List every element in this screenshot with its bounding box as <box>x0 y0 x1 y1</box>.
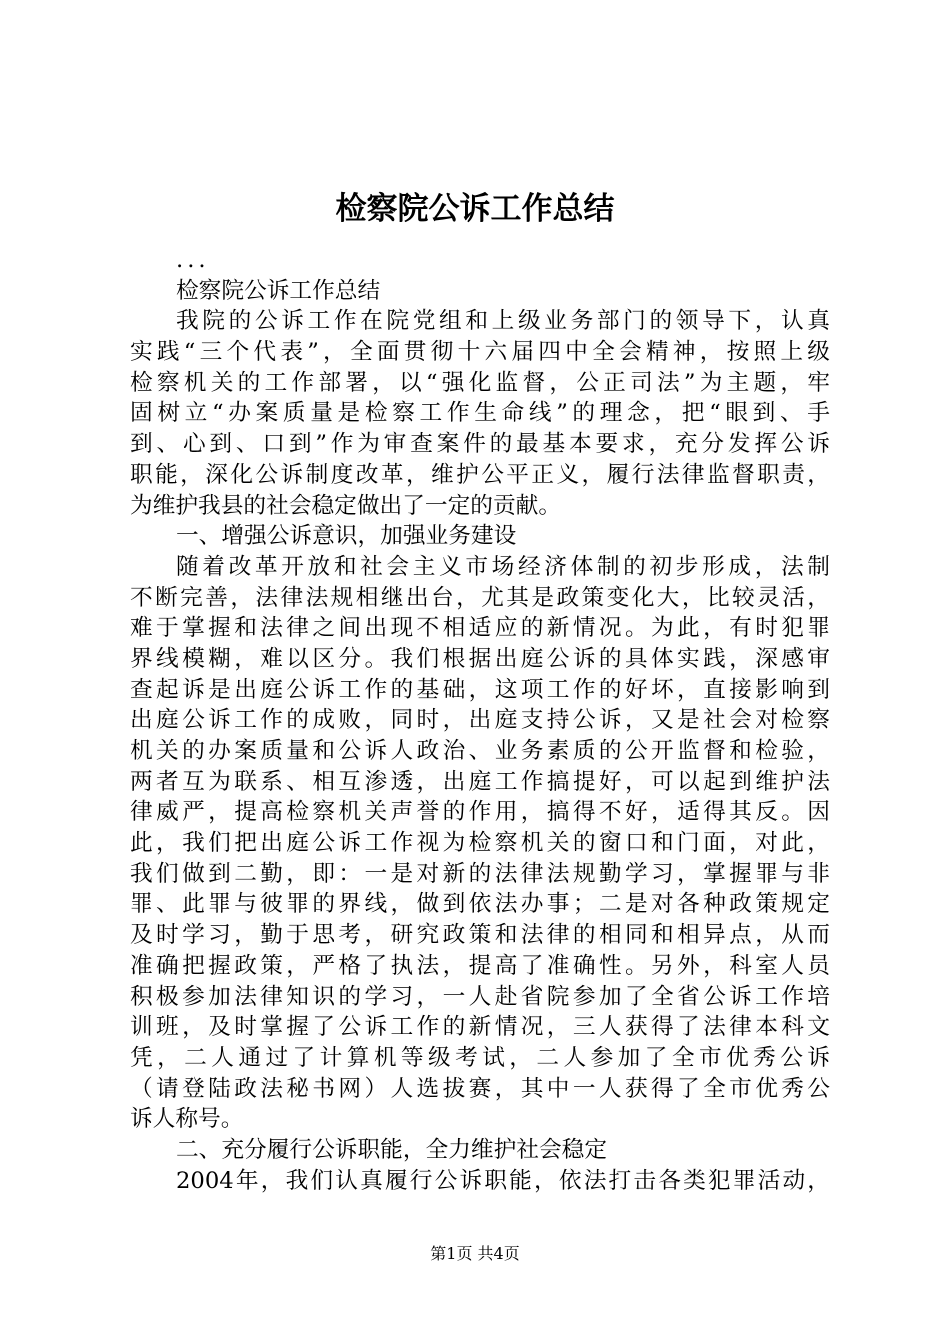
text-line: 准确把握政策，严格了执法，提高了准确性。另外，科室人员 <box>130 952 830 979</box>
text-line: 诉人称号。 <box>130 1106 244 1133</box>
text-line: 我院的公诉工作在院党组和上级业务部门的领导下，认真 <box>176 308 830 335</box>
text-line: 出庭公诉工作的成败，同时，出庭支持公诉，又是社会对检察 <box>130 707 830 734</box>
text-line: 律威严，提高检察机关声誉的作用，搞得不好，适得其反。因 <box>130 799 830 826</box>
text-line: 机关的办案质量和公诉人政治、业务素质的公开监督和检验， <box>130 738 830 764</box>
text-line: 到、心到、口到”作为审查案件的最基本要求，充分发挥公诉 <box>130 431 830 458</box>
text-line: 2004年，我们认真履行公诉职能，依法打击各类犯罪活动， <box>176 1167 830 1194</box>
text-line: 职能，深化公诉制度改革，维护公平正义，履行法律监督职责， <box>130 461 830 488</box>
text-line: 为维护我县的社会稳定做出了一定的贡献。 <box>130 492 562 519</box>
text-line: 罪、此罪与彼罪的界线，做到依法办事；二是对各种政策规定 <box>130 891 830 918</box>
text-line: 一、增强公诉意识，加强业务建设 <box>176 523 517 550</box>
page-footer: 第1页 共4页 <box>430 1244 520 1263</box>
text-line: 难于掌握和法律之间出现不相适应的新情况。为此，有时犯罪 <box>130 615 830 642</box>
text-line: （请登陆政法秘书网）人选拔赛，其中一人获得了全市优秀公 <box>130 1075 830 1102</box>
text-line: 及时学习，勤于思考，研究政策和法律的相同和相异点，从而 <box>130 922 830 949</box>
text-line: 检察院公诉工作总结 <box>176 277 381 304</box>
text-line: ... <box>176 247 210 273</box>
document-body <box>130 245 830 1196</box>
text-line: 检察机关的工作部署，以“强化监督，公正司法”为主题，牢 <box>130 369 830 396</box>
text-line: 两者互为联系、相互渗透，出庭工作搞提好，可以起到维护法 <box>130 768 830 795</box>
text-line: 我们做到二勤，即：一是对新的法律法规勤学习，掌握罪与非 <box>130 860 830 887</box>
text-line: 凭，二人通过了计算机等级考试，二人参加了全市优秀公诉 <box>130 1044 830 1071</box>
text-line: 查起诉是出庭公诉工作的基础，这项工作的好坏，直接影响到 <box>130 676 830 703</box>
text-line: 此，我们把出庭公诉工作视为检察机关的窗口和门面，对此， <box>130 830 830 857</box>
page-title: 检察院公诉工作总结 <box>335 191 615 227</box>
text-line: 二、充分履行公诉职能，全力维护社会稳定 <box>176 1136 608 1163</box>
text-line: 积极参加法律知识的学习，一人赴省院参加了全省公诉工作培 <box>130 983 830 1010</box>
text-line: 不断完善，法律法规相继出台，尤其是政策变化大，比较灵活， <box>130 584 830 611</box>
text-line: 固树立“办案质量是检察工作生命线”的理念，把“眼到、手 <box>130 400 830 427</box>
text-line: 随着改革开放和社会主义市场经济体制的初步形成，法制 <box>176 553 830 580</box>
text-line: 实践“三个代表”，全面贯彻十六届四中全会精神，按照上级 <box>130 339 830 366</box>
text-line: 训班，及时掌握了公诉工作的新情况，三人获得了法律本科文 <box>130 1014 830 1041</box>
text-line: 界线模糊，难以区分。我们根据出庭公诉的具体实践，深感审 <box>130 645 830 672</box>
